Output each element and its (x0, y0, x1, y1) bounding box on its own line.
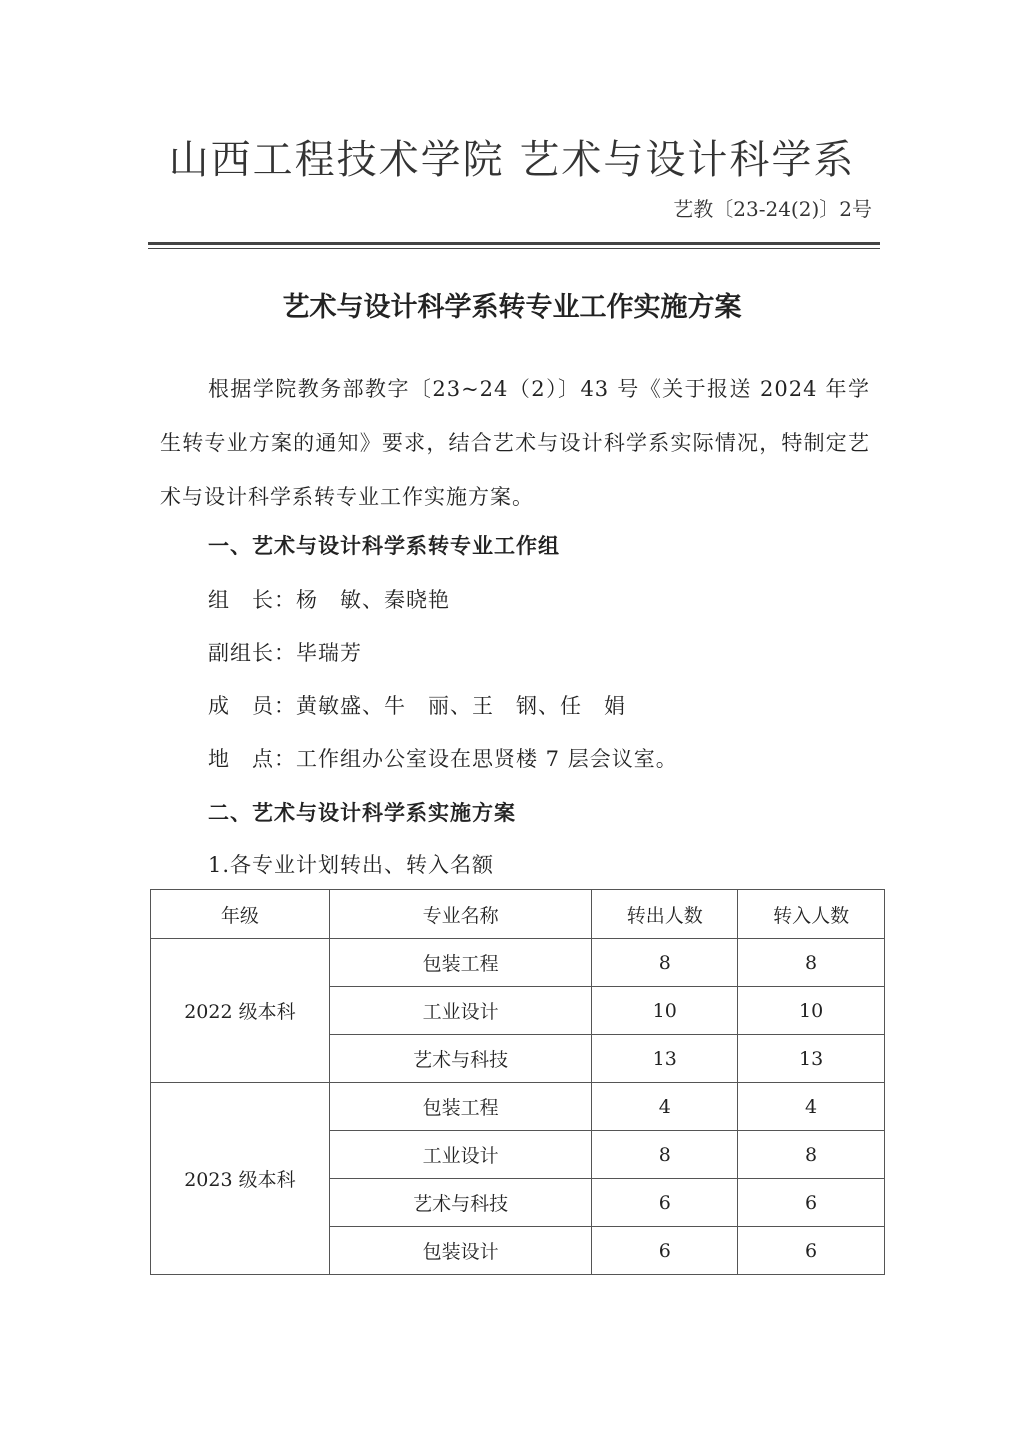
in-count-cell: 6 (738, 1227, 885, 1275)
out-count-cell: 13 (592, 1035, 738, 1083)
subsection-1-label: 1.各专业计划转出、转入名额 (208, 853, 495, 877)
quota-table (150, 889, 885, 1275)
major-cell: 艺术与科技 (329, 1179, 592, 1227)
table-header-row (151, 890, 885, 939)
header-in-count: 转入人数 (738, 890, 885, 939)
group-members: 成 员：黄敏盛、牛 丽、王 钢、任 娟 (208, 694, 626, 718)
header-out-count: 转出人数 (592, 890, 738, 939)
table-row (151, 939, 885, 987)
in-count-cell: 8 (738, 1131, 885, 1179)
out-count-cell: 6 (592, 1179, 738, 1227)
group-leader: 组 长：杨 敏、秦晓艳 (208, 588, 450, 612)
out-count-cell: 6 (592, 1227, 738, 1275)
grade-cell: 2022 级本科 (151, 939, 330, 1083)
document-number: 艺教〔23-24(2)〕2号 (673, 197, 872, 221)
in-count-cell: 10 (738, 987, 885, 1035)
group-deputy: 副组长：毕瑞芳 (208, 641, 362, 665)
header-grade: 年级 (151, 890, 330, 939)
table-row (151, 1083, 885, 1131)
document-title: 艺术与设计科学系转专业工作实施方案 (282, 292, 742, 323)
out-count-cell: 8 (592, 939, 738, 987)
major-cell: 包装工程 (329, 939, 592, 987)
intro-paragraph: 根据学院教务部教字〔23~24（2）〕43 号《关于报送 2024 年学生转专业方案的通知》要求，结合艺术与设计科学系实际情况，特制定艺术与设计科学系转专业工作实施方案。 (160, 377, 870, 509)
major-cell: 艺术与科技 (329, 1035, 592, 1083)
out-count-cell: 8 (592, 1131, 738, 1179)
in-count-cell: 8 (738, 939, 885, 987)
out-count-cell: 4 (592, 1083, 738, 1131)
out-count-cell: 10 (592, 987, 738, 1035)
major-cell: 包装设计 (329, 1227, 592, 1275)
section-1-heading: 一、艺术与设计科学系转专业工作组 (208, 534, 560, 558)
in-count-cell: 13 (738, 1035, 885, 1083)
section-2-heading: 二、艺术与设计科学系实施方案 (208, 801, 516, 825)
in-count-cell: 4 (738, 1083, 885, 1131)
institution-header: 山西工程技术学院 艺术与设计科学系 (168, 137, 856, 183)
major-cell: 包装工程 (329, 1083, 592, 1131)
header-major: 专业名称 (329, 890, 592, 939)
major-cell: 工业设计 (329, 987, 592, 1035)
header-divider-thick (148, 242, 880, 245)
group-location: 地 点：工作组办公室设在思贤楼 7 层会议室。 (208, 747, 678, 771)
header-divider-thin (148, 248, 880, 249)
grade-cell: 2023 级本科 (151, 1083, 330, 1275)
major-cell: 工业设计 (329, 1131, 592, 1179)
in-count-cell: 6 (738, 1179, 885, 1227)
